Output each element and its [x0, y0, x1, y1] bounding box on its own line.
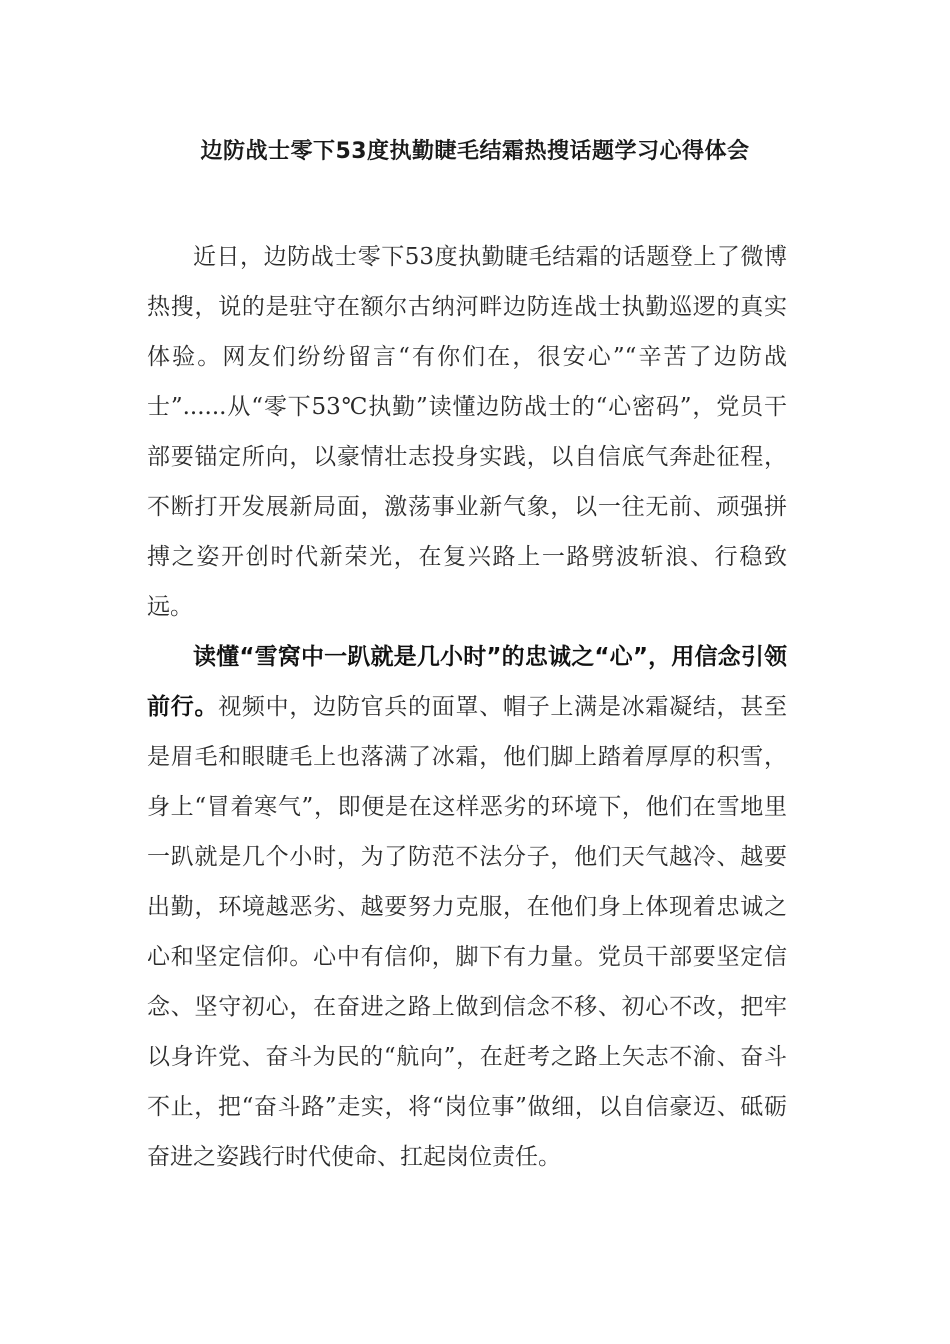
paragraph-section-1	[147, 632, 787, 1182]
document-body	[147, 232, 787, 1182]
paragraph-intro	[147, 232, 787, 632]
document-title: 边防战士零下53度执勤睫毛结霜热搜话题学习心得体会	[200, 139, 750, 164]
paragraph-text: 视频中，边防官兵的面罩、帽子上满是冰霜凝结，甚至是眉毛和眼睫毛上也落满了冰霜，他们脚上踏着厚厚的积雪，身上“冒着寒气”，即便是在这样恶劣的环境下，他们在雪地里一趴就是几个小时，为了防范不法分子，他们天气越冷、越要出勤，环境越恶劣、越要努力克服，在他们身上体现着忠诚之心和坚定信仰。心中有信仰，脚下有力量。党员干部要坚定信念、坚守初心，在奋进之路上做到信念不移、初心不改，把牢以身许党、奋斗为民的“航向”，在赶考之路上矢志不渝、奋斗不止，把“奋斗路”走实，将“岗位事”做细，以自信豪迈、砥砺奋进之姿践行时代使命、扛起岗位责任。	[147, 694, 788, 1170]
paragraph-text: 近日，边防战士零下53度执勤睫毛结霜的话题登上了微博热搜，说的是驻守在额尔古纳河畔边防连战士执勤巡逻的真实体验。网友们纷纷留言“有你们在，很安心”“辛苦了边防战士”......从“零下53℃执勤”读懂边防战士的“心密码”，党员干部要锚定所向，以豪情壮志投身实践，以自信底气奔赴征程，不断打开发展新局面，激荡事业新气象，以一往无前、顽强拼搏之姿开创时代新荣光，在复兴路上一路劈波斩浪、行稳致远。	[147, 244, 787, 620]
paragraph-lead-heading: 读懂“雪窝中一趴就是几小时”的忠诚之“心”，用信念引领前行。	[147, 644, 787, 720]
